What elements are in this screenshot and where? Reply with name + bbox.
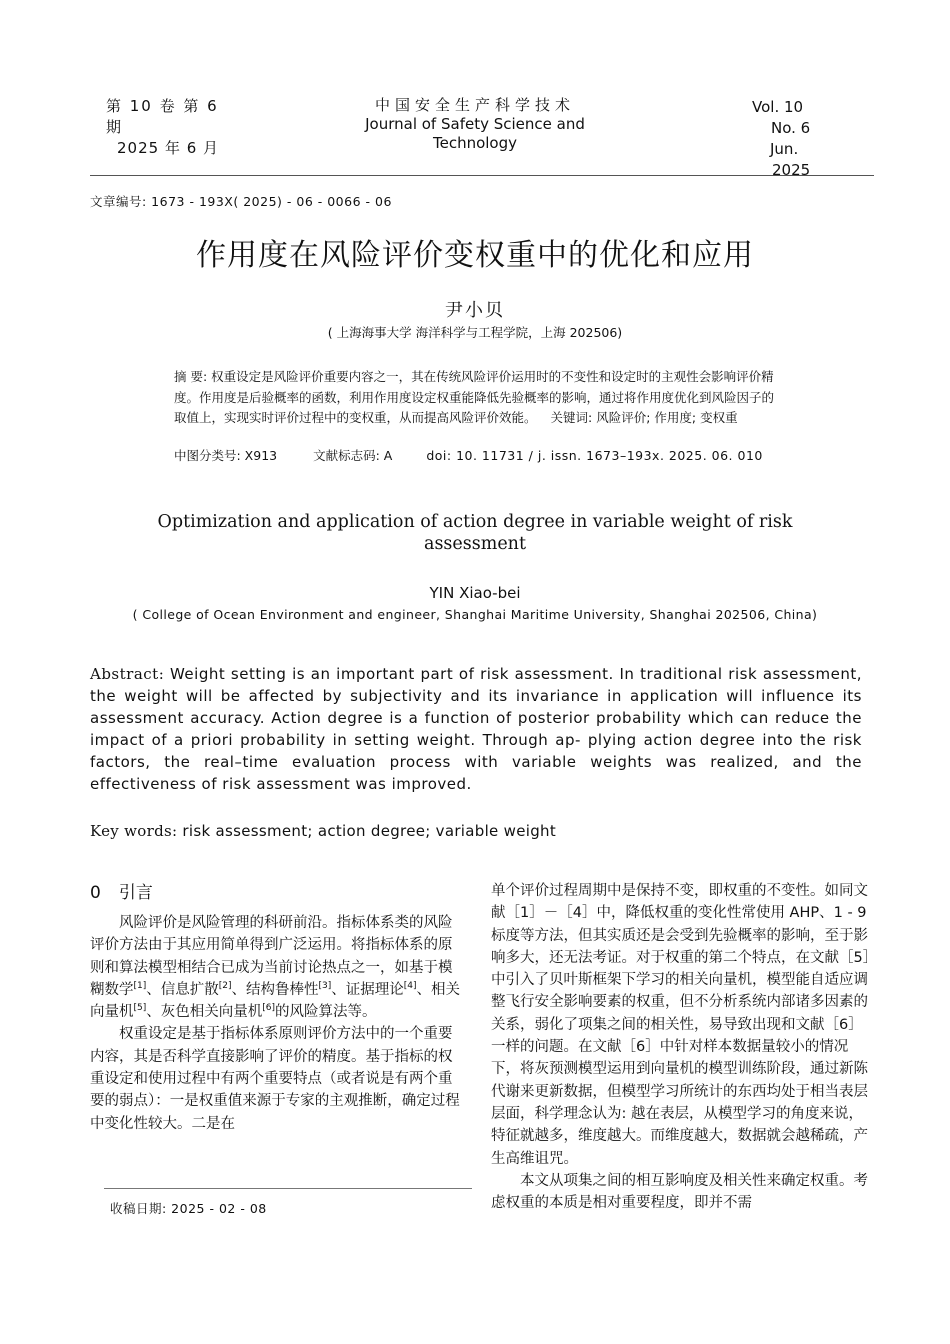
abstract-en [90, 663, 862, 795]
date-zh: 2025 年 6 月 [117, 139, 220, 157]
journal-volume-en [752, 97, 832, 181]
journal-volume-issue [106, 96, 236, 159]
section-heading [90, 878, 153, 903]
text-run: 风险评价是风险管理的科研前沿。指标体系类的风险评价方法由于其应用简单得到广泛运用。将指标体系的原则和算法模型相结合已成为当前讨论热点之一，如基于模糊数学 [90, 915, 453, 998]
no-en: No. 6 [771, 119, 811, 137]
abstract-zh-label: 摘 要: [174, 369, 208, 384]
doi: doi: 10. 11731 / j. issn. 1673–193x. 2025. 06. 010 [426, 448, 763, 463]
keywords-zh-label: 关键词: [550, 410, 593, 425]
month-en: Jun. [770, 140, 799, 158]
clc-number: 中图分类号: X913 [174, 448, 278, 463]
header-divider [90, 175, 874, 176]
classification-meta [174, 448, 774, 464]
text-run: 、相关向量机 [90, 981, 460, 1021]
footnote-divider [104, 1188, 472, 1189]
affiliation-zh: ( 上海海事大学 海洋科学与工程学院，上海 202506) [327, 325, 623, 340]
paper-title-en: Optimization and application of action degree in variable weight of risk assessment [157, 512, 793, 554]
citation-ref: [4] [403, 980, 417, 991]
citation-ref: [1] [133, 980, 147, 991]
section-title: 引言 [118, 883, 153, 903]
journal-name-en: Journal of Safety Science and Technology [365, 115, 585, 152]
document-code: 文献标志码: A [313, 448, 393, 463]
abstract-zh-text: 权重设定是风险评价重要内容之一，其在传统风险评价运用时的不变性和设定时的主观性会影响评价精度。作用度是后验概率的函数，利用作用度设定权重能降低先验概率的影响，通过将作用度优化到风险因子的取值上，实现实时评价过程中的变权重，从而提高风险评价效能。 [174, 369, 775, 425]
paragraph [90, 912, 460, 1023]
keywords-zh: 风险评价; 作用度; 变权重 [596, 410, 738, 425]
paragraph: 单个评价过程周期中是保持不变，即权重的不变性。如同文献［1］－［4］中，降低权重的变化性常使用 AHP、1 - 9 标度等方法，但其实质还是会受到先验概率的影响，至于影响多大，还无法考证。对于权重的第二个特点，在文献［5］中引入了贝叶斯框架下学习的相关向量机，模型能自适应调整飞行安全影响要素的权重，但不分析系统内部诸多因素的关系，弱化了项集之间的相关性，易导致出现和文献［6］一样的问题。在文献［6］中针对样本数据量较小的情况下，将灰预测模型运用到向量机的模型训练阶段，通过新陈代谢来更新数据，但模型学习所统计的东西均处于相当表层层面，科学理念认为: 越在表层，从模型学习的角度来说，特征就越多，维度越大。而维度越大，数据就会越稀疏，产生高维诅咒。 [491, 883, 870, 1167]
abstract-en-text: Weight setting is an important part of risk assessment. In traditional risk assessment, the weight will be affected by subjectivity and its invariance in application will influence its assessment accuracy. Action degree is a function of posterior probability which can reduce the impact of a priori probability in setting weight. Through ap- plying action degree into the risk factors, the real–time evaluation process with variable weights was realized, and the effectiveness of risk assessment was improved. [90, 665, 862, 793]
body-column-left [90, 912, 460, 1135]
text-run: 、信息扩散 [146, 981, 219, 998]
journal-name [340, 96, 610, 153]
vol-en: Vol. 10 [752, 98, 804, 116]
section-number: 0 [90, 883, 101, 903]
abstract-en-label: Abstract: [90, 665, 165, 683]
text-run: 的风险算法等。 [275, 1004, 377, 1021]
received-date: 收稿日期: 2025 - 02 - 08 [110, 1201, 267, 1216]
abstract-zh [174, 367, 774, 429]
body-column-right [491, 880, 877, 1214]
journal-name-zh: 中国安全生产科学技术 [374, 96, 575, 114]
citation-ref: [5] [133, 1003, 147, 1014]
paragraph: 权重设定是基于指标体系原则评价方法中的一个重要内容，其是否科学直接影响了评价的精度。基于指标的权重设定和使用过程中有两个重要特点（或者说是有两个重要的弱点）：一是权重值来源于专家的主观推断，确定过程中变化性较大。二是在 [90, 1026, 460, 1132]
affiliation-en: ( College of Ocean Environment and engineer, Shanghai Maritime University, Shanghai 202506, China) [132, 607, 818, 622]
keywords-en-block [90, 820, 862, 842]
citation-ref: [2] [218, 980, 232, 991]
text-run: 、结构鲁棒性 [231, 981, 319, 998]
keywords-en-label: Key words: [90, 822, 178, 840]
text-run: 、证据理论 [331, 981, 404, 998]
author-zh: 尹小贝 [445, 300, 505, 321]
year-en: 2025 [772, 161, 811, 179]
keywords-en: risk assessment; action degree; variable weight [182, 822, 557, 840]
citation-ref: [6] [262, 1003, 275, 1014]
paper-title-zh: 作用度在风险评价变权重中的优化和应用 [196, 238, 754, 273]
article-number: 文章编号: 1673 - 193X( 2025) - 06 - 0066 - 06 [90, 194, 392, 209]
citation-ref: [3] [318, 980, 332, 991]
volume-zh: 第 10 卷 第 6 期 [106, 97, 219, 136]
author-en: YIN Xiao-bei [429, 584, 521, 602]
paragraph: 本文从项集之间的相互影响度及相关性来确定权重。考虑权重的本质是相对重要程度，即并不需 [491, 1172, 868, 1212]
text-run: 、灰色相关向量机 [146, 1004, 263, 1021]
